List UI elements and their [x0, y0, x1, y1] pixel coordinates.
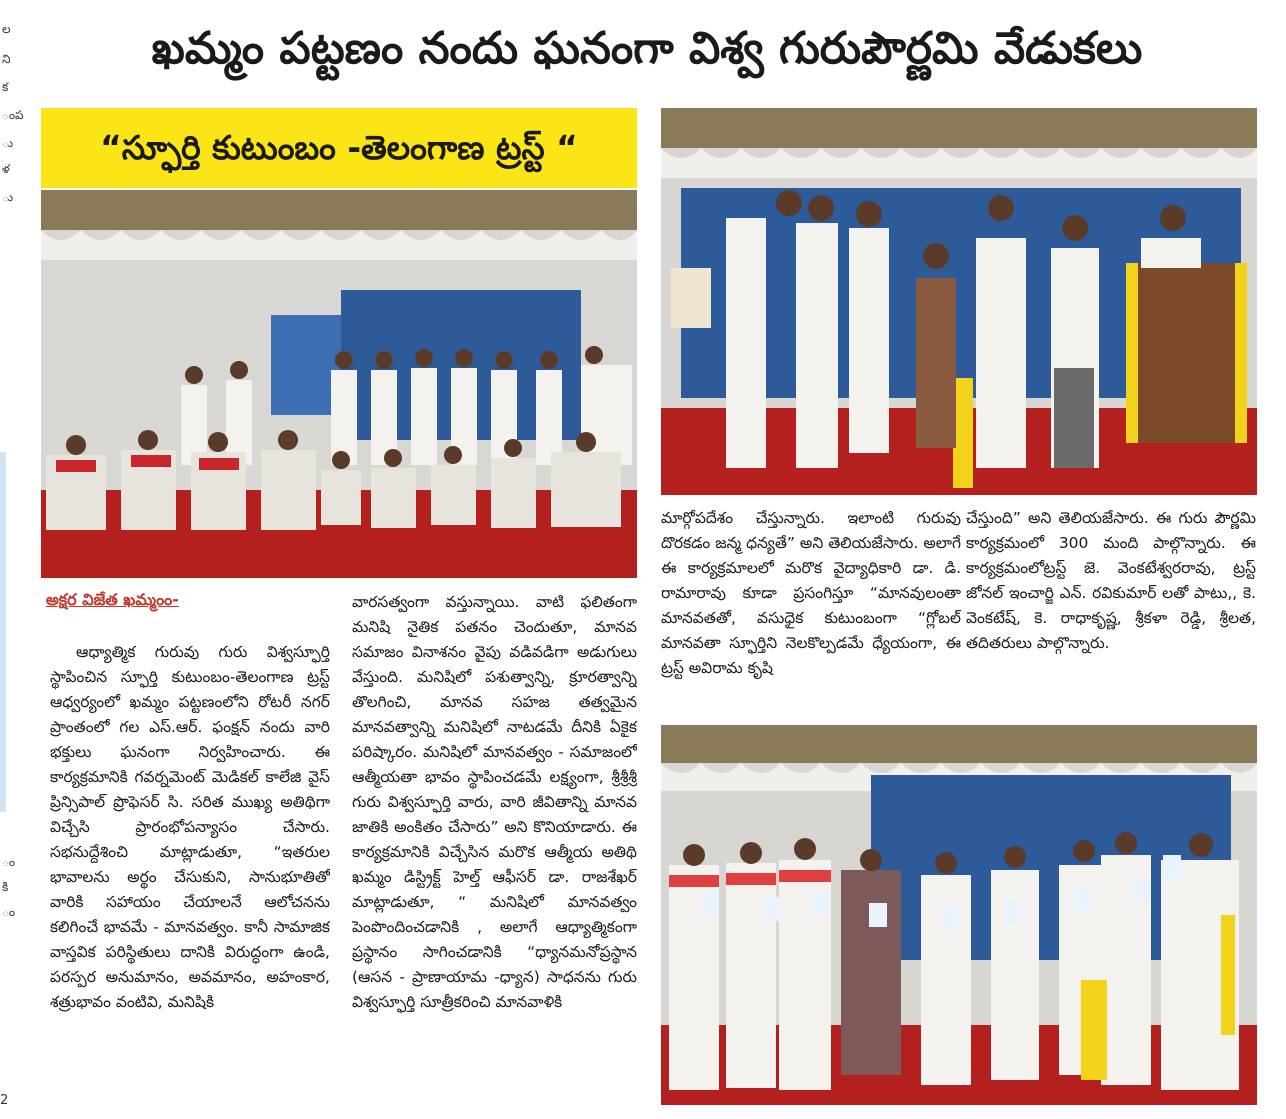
- margin-color-bar: [0, 452, 6, 812]
- margin-glyph: కి: [2, 880, 9, 894]
- article-column-1: [50, 640, 330, 1085]
- article-column-3: [661, 506, 961, 711]
- article-paragraph: వారసత్వంగా వస్తున్నాయి. వాటి ఫలితంగా మనిషి నైతిక పతనం చెందుతూ, మానవ సమాజం వినాశనం వైపు వడివడిగా అడుగులు వేస్తుంది. మనిషిలో పశుత్వాన్ని, క్రూరత్వాన్ని తొలగించి, మానవ సహజ తత్వమైన మానవత్వాన్ని మనిషిలో నాటడమే దీనికి ఏకైక పరిష్కారం. మనిషిలో మానవత్వం - సమాజంలో ఆత్మీయతా భావం స్థాపించడమే లక్ష్యంగా, శ్రీశ్రీశ్రీ గురు విశ్వస్ఫూర్తి వారు, వారి జీవితాన్ని మానవ జాతికి అంకితం చేసారు” అని కొనియాడారు. ఈ కార్యక్రమానికి విచ్చేసిన మరొక ఆత్మీయ అతిథి ఖమ్మం డిస్ట్రిక్ట్ హెల్త్ ఆఫీసర్ డా. రాజశేఖర్ మాట్లాడుతూ, “ మనిషిలో మానవత్వం పెంపొందించడానికి , అలాగే ఆధ్యాత్మికంగా ప్రస్థానం సాగించడానికి “ధ్యానమనోప్రస్థాన (ఆసన - ప్రాణాయామ -ధ్యాన) సాధనను గురు విశ్వస్ఫూర్తి సూత్రీకరించి మానవాళికి: [352, 593, 637, 1011]
- subheadline: “స్ఫూర్తి కుటుంబం -తెలంగాణ ట్రస్ట్ “: [41, 108, 637, 188]
- article-paragraph: మార్గోపదేశం చేస్తున్నారు. ఇలాంటి గురువు దొరకడం జన్మ ధన్యతే” అని తెలియజేసారు. అలాగే ఈ కార్యక్రమాలలో మరొక వైద్యాధికారి డా. డి. రామారావు కూడా ప్రసంగిస్తూ “మానవులంతా మానవతతో, వసుధైక కుటుంబంగా “గ్లోబల్ మానవతా స్ఫూర్తిని నెలకొల్పడమే ధ్యేయంగా, ఈ ట్రస్ట్ అవిరామ కృషి: [661, 509, 961, 677]
- margin-strip: [0, 0, 24, 1119]
- page-number: 2: [0, 1093, 9, 1108]
- margin-glyph: ల: [2, 22, 11, 36]
- photo-book-release: [661, 725, 1257, 1105]
- margin-glyph: ు: [2, 136, 14, 150]
- article-paragraph: చేస్తుంది” అని తెలియజేసారు. ఈ గురు పౌర్ణమి కార్యక్రమంలో 300 మంది పాల్గొన్నారు. ఈ కార్యక్రమంలోట్రస్ట్ జె. వెంకటేశ్వరరావు, ట్రస్ట్ జోనల్ ఇంచార్జి ఎన్. రవికుమార్ లతో పాటు,, కె. వెంకటేష్, కె. రాధాకృష్ణ, శ్రీకళా రెడ్డి, శ్రీలత, తదితరులు పాల్గొన్నారు.: [966, 509, 1256, 652]
- margin-glyph: ం: [2, 855, 16, 869]
- margin-glyph: ంప: [2, 108, 24, 122]
- margin-glyph: ళ: [2, 162, 10, 176]
- byline: అక్షర విజేత ఖమ్మంం-: [46, 590, 179, 609]
- article-column-4: [966, 506, 1256, 711]
- margin-glyph: ని: [2, 52, 11, 66]
- headline: ఖమ్మం పట్టణం నందు ఘనంగా విశ్వ గురుపౌర్ణమి వేడుకలు: [151, 23, 1143, 74]
- article-paragraph: ఆధ్యాత్మిక గురువు గురు విశ్వస్ఫూర్తి స్థాపించిన స్ఫూర్తి కుటుంబం-తెలంగాణ ట్రస్ట్ ఆధ్వర్యంలో ఖమ్మం పట్టణంలోని రోటరీ నగర్ ప్రాంతంలో గల ఎస్.ఆర్. ఫంక్షన్ నందు వారి భక్తులు ఘనంగా నిర్వహించారు. ఈ కార్యక్రమానికి గవర్నమెంట్ మెడికల్ కాలేజి వైస్ ప్రిన్సిపాల్ ప్రొఫెసర్ సి. సరిత ముఖ్య అతిథిగా విచ్చేసి ప్రారంభోపన్యాసం చేసారు. సభనుద్దేశించి మాట్లాడుతూ, “ఇతరుల భావాలను అర్థం చేసుకుని, సానుభూతితో వారికి సహాయం చేయాలనే ఆలోచనను కలిగించే భావమే - మానవత్వం. కానీ సామాజిక వాస్తవిక పరిస్థితులు దానికి విరుద్ధంగా ఉండి, పరస్పర అనుమానం, అవమానం, అహంకార, శత్రుభావం వంటివి, మనిషికి: [50, 643, 330, 1011]
- margin-glyph: ు: [2, 190, 14, 204]
- photo-dignitaries-podium: [661, 108, 1257, 495]
- photo-group-devotees: [41, 190, 637, 578]
- article-column-2: [352, 590, 637, 1090]
- margin-glyph: ం: [2, 905, 16, 919]
- margin-glyph: క: [2, 80, 9, 94]
